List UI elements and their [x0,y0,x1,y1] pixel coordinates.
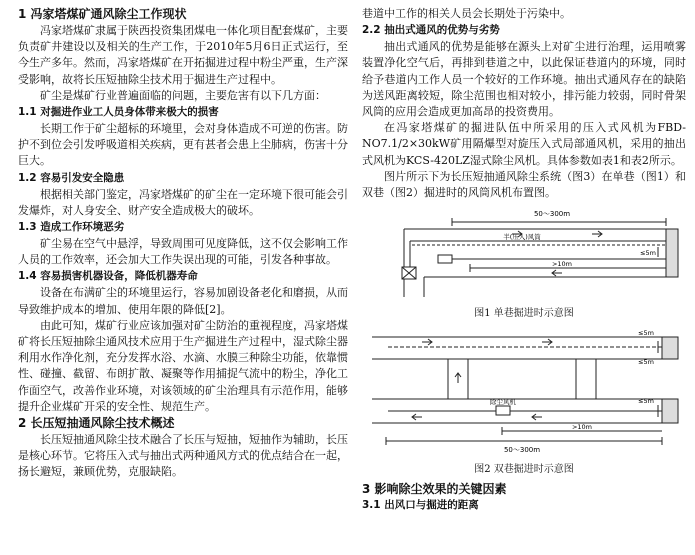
paragraph: 矿尘易在空气中悬浮，导致周围可见度降低，这不仅会影响工作人员的工作效率，还会加大工作失误出现的可能，引发各种事故。 [18,237,348,267]
dust-fan-icon [496,406,510,415]
subheading-1-1: 1.1 对掘进作业工人员身体带来极大的损害 [18,106,219,119]
paragraph-continued: 巷道中工作的相关人员会长期处于污染中。 [362,7,571,20]
fig2-le5-mid: ≤5m [638,358,654,367]
fig1-distance-label: 50～300m [533,210,571,219]
figure-1-caption: 图1 单巷掘进时示意图 [474,308,574,320]
paragraph: 图片所示下为长压短抽通风除尘系统（图3）在单巷（图1）和双巷（图2）掘进时的风筒风机布置图。 [362,169,686,200]
paragraph: 设备在布满矿尘的环境里运行，容易加剧设备老化和磨损，从而导致维护成本的增加、使用年限的降低[2]。 [18,286,348,316]
subheading-1-4: 1.4 容易损害机器设备，降低机器寿命 [18,270,198,283]
paragraph: 根据相关部门鉴定，冯家塔煤矿的矿尘在一定环境下很可能会引发爆炸，对人身安全、财产安全造成极大的破坏。 [18,187,348,217]
fig1-duct-label: 半(压入)风筒 [503,233,541,242]
section-heading-1: 1 冯家塔煤矿通风除尘工作现状 [18,7,187,21]
section-heading-2: 2 长压短抽通风除尘技术概述 [18,416,175,431]
figure-2-caption: 图2 双巷掘进时示意图 [474,464,574,476]
paragraph: 由此可知，煤矿行业应该加强对矿尘防治的重视程度，冯家塔煤矿将长压短抽除尘通风技术应用于生产掘进生产过程中，湿式除尘器利用水作净化剂，充分发挥水浴、水滴、水膜三种除尘功能，依靠惯性、碰撞、截留、布朗扩散、凝聚等作用捕捉气流中的粉尘，净化工作面空气，改善作业环境，对该领域的矿尘治理具有示范作用，能够提升企业煤矿开采的安全性、规范生产。 [18,318,348,413]
fig2-le5-upper: ≤5m [638,329,654,338]
lower-working-face [662,399,678,423]
section-heading-3: 3 影响除尘效果的关键因素 [362,482,507,497]
paragraph: 在冯家塔煤矿的掘进队伍中所采用的压入式风机为FBD-NO7.1/2×30kW矿用隔爆型对旋压入式局部通风机，采用的抽出式风机为KCS-420LZ湿式除尘风机。具体参数如表1和表2所示。 [362,121,686,167]
fig1-gt10-label: >10m [551,260,573,269]
upper-working-face [662,337,678,359]
figure-1-diagram [362,201,686,301]
figure-2-diagram [362,325,686,457]
subheading-3-1: 3.1 出风口与掘进的距离 [362,499,479,512]
figure-1 [362,201,686,321]
fig2-le5-lower: ≤5m [638,397,654,406]
fig1-le5-label: ≤5m [640,249,656,258]
subheading-1-3: 1.3 造成工作环境恶劣 [18,221,125,234]
paragraph: 冯家塔煤矿隶属于陕西投资集团煤电一体化项目配套煤矿，主要负责矿井建设以及相关的生产工作，于2010年5月6日正式运行，至今生产多年。然而，冯家塔煤矿在开拓掘进过程中粉尘严重，生产深受影响，故将长压短抽除尘技术用于掘进生产过程中。 [18,24,348,86]
paragraph: 长压短抽通风除尘技术融合了长压与短抽，短抽作为辅助，长压是核心环节。它将压入式与抽出式两种通风方式的优点结合在一起，扬长避短，兼顾优势，克服缺陷。 [18,433,348,479]
dust-remover-icon [438,255,452,263]
left-column [18,6,348,481]
paragraph: 矿尘是煤矿行业普遍面临的问题，主要危害有以下几方面： [40,88,326,102]
right-column [362,6,686,514]
subheading-1-2: 1.2 容易引发安全隐患 [18,171,125,184]
paragraph: 长期工作于矿尘超标的环境里，会对身体造成不可逆的伤害。防护不到位会引发呼吸道相关疾病，更有甚者会患上尘肺病，伤害十分巨大。 [18,122,348,168]
paragraph: 抽出式通风的优势是能够在源头上对矿尘进行治理，运用喷雾装置净化空气后，再排到巷道之中，以此保证巷道内的环境，同时给予巷道内工作人员一个较好的工作环境。抽出式通风存在的缺陷为送风距离较短，除尘范围也相对较小，排污能力较弱，同时骨架风筒的应用会造成更加高昂的投资费用。 [362,40,686,119]
figure-2 [362,325,686,477]
fig2-gt10-label: >10m [571,423,593,432]
subheading-2-2: 2.2 抽出式通风的优势与劣势 [362,24,500,37]
fig2-fan-label: 除尘风机 [490,398,516,407]
fig2-distance-label: 50～300m [503,446,541,455]
working-face [666,229,678,277]
